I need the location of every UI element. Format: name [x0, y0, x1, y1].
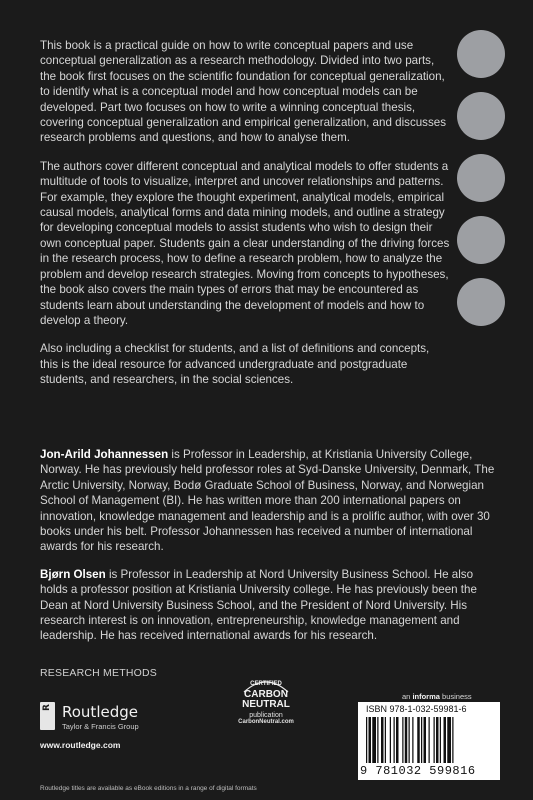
author-name: Bjørn Olsen	[40, 567, 106, 581]
decorative-circle	[457, 154, 505, 202]
routledge-logo-icon	[40, 702, 55, 730]
publisher-url[interactable]: www.routledge.com	[40, 740, 121, 750]
informa-prefix: an	[402, 692, 413, 701]
subject-category: RESEARCH METHODS	[40, 667, 157, 679]
decorative-circles	[457, 30, 505, 340]
barcode-bar	[409, 717, 410, 763]
barcode-bar	[369, 717, 372, 763]
barcode-bar	[434, 717, 435, 763]
barcode-bar	[377, 717, 378, 763]
barcode-bar	[394, 717, 395, 763]
carbon-line2: NEUTRAL	[242, 699, 290, 710]
carbon-line1: CARBON	[244, 689, 288, 700]
barcode-bar	[402, 717, 403, 763]
barcode-bar	[421, 717, 422, 763]
barcode-bar	[372, 717, 376, 763]
author-bios	[40, 447, 500, 656]
carbon-neutral-badge	[232, 676, 300, 725]
informa-suffix: business	[439, 692, 472, 701]
description-paragraph-1: This book is a practical guide on how to write conceptual papers and use conceptual generalization as a research methodology. Divided into two parts, the book first focuses on the scientific foundation for conceptual generalization, to identify what is a conceptual model and how conceptual models can be developed. Part two focuses on how to write a winning conceptual thesis, covering conceptual generalization and empirical generalization, and discusses research problems and questions, and how to analyse them.	[40, 39, 447, 145]
barcode-bar	[447, 717, 451, 763]
decorative-circle	[457, 278, 505, 326]
isbn-barcode	[358, 702, 500, 780]
carbon-neutral-icon	[238, 676, 294, 710]
author-bio-text: is Professor in Leadership at Nord University Business School. He also holds a professor position at Kristiania University college. He has previously been the Dean at Nord University Business School, and the President of Nord University. His research interest is on innovation, entrepreneurship, knowledge management and leadership. He has received international awards for his research.	[40, 567, 477, 643]
logo-letter: R	[42, 704, 52, 711]
carbon-publication: publication	[249, 712, 283, 719]
informa-brand: informa	[412, 692, 440, 701]
barcode-bar	[452, 717, 453, 763]
barcode-bar	[396, 717, 399, 763]
book-description	[40, 38, 450, 401]
decorative-circle	[457, 216, 505, 264]
barcode-bar	[405, 717, 408, 763]
description-paragraph-3: Also including a checklist for students, and a list of definitions and concepts, this is the ideal resource for advanced undergraduate and postgraduate students, and researchers, in the social sciences.	[40, 342, 430, 387]
decorative-circle	[457, 30, 505, 78]
barcode-bar	[381, 717, 384, 763]
barcode-bar	[412, 717, 413, 763]
author-bio-1	[40, 447, 500, 555]
barcode-bar	[385, 717, 386, 763]
barcode-bar	[444, 717, 447, 763]
barcode-bar	[390, 717, 391, 763]
barcode-bar	[417, 717, 420, 763]
barcode-bar	[429, 717, 430, 763]
publisher-group: Taylor & Francis Group	[62, 722, 139, 731]
barcode-bar	[424, 717, 427, 763]
barcode-bars	[366, 717, 492, 763]
author-name: Jon-Arild Johannessen	[40, 448, 169, 461]
informa-tagline	[402, 692, 472, 701]
footer-note: Routledge titles are available as eBook editions in a range of digital formats	[40, 785, 257, 792]
isbn-label: ISBN 978-1-032-59981-6	[366, 704, 467, 714]
barcode-digits: 9 781032 599816	[360, 764, 476, 778]
decorative-circle	[457, 92, 505, 140]
publisher-name: Routledge	[62, 703, 138, 721]
description-paragraph-2: The authors cover different conceptual and analytical models to offer students a multitude of tools to visualize, interpret and uncover relationships and patterns. For example, they explore the thought experiment, analytical models, empirical causal models, analytical forms and data mining models, and outline a strategy for developing conceptual models to assist students who wish to design their own conceptual paper. Students gain a clear understanding of the driving forces in the research process, how to define a research problem, how to analyze the problem and develop research strategies. Moving from concepts to hypotheses, the book also covers the main types of errors that may be encountered as students learn about understanding the development of models and how to develop a theory.	[40, 159, 450, 327]
carbon-url: CarbonNeutral.com	[238, 719, 294, 725]
barcode-bar	[440, 717, 441, 763]
author-bio-2	[40, 567, 500, 644]
carbon-top: CERTIFIED	[250, 681, 282, 687]
barcode-bar	[436, 717, 439, 763]
barcode-bar	[366, 717, 367, 763]
author-bio-text: is Professor in Leadership, at Kristiania University College, Norway. He has previously held professor roles at Syd-Danske University, Denmark, The Arctic University, Norway, Bodø Graduate School of Business, Norway, and Norwegian School of Management (BI). He has written more than 200 international papers on innovation, knowledge management and leadership and is a prolific author, with over 30 books under his belt. Professor Johannessen has received a number of international awards for his research.	[40, 448, 495, 554]
